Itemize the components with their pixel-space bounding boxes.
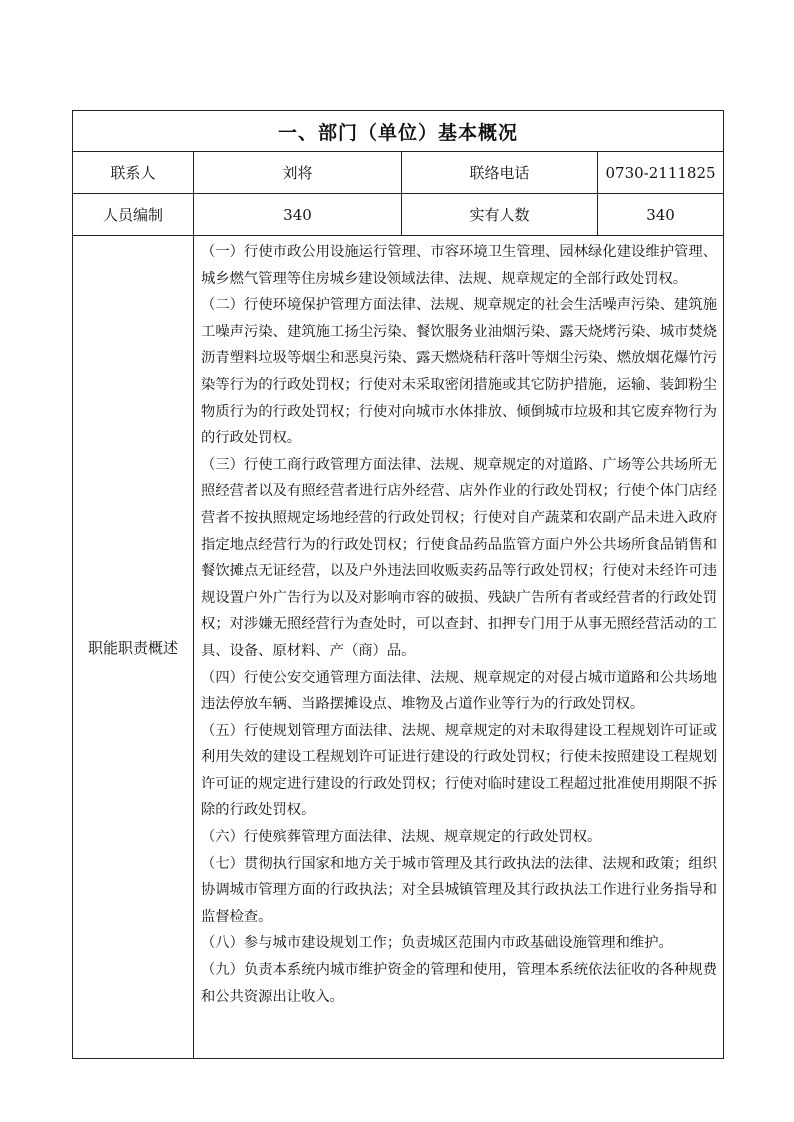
basic-info-table (72, 110, 724, 1059)
actual-staff-label: 实有人数 (402, 194, 598, 236)
duties-content (194, 236, 724, 1059)
staff-quota-label: 人员编制 (73, 194, 194, 236)
actual-staff-value: 340 (598, 194, 724, 236)
contact-value: 刘将 (194, 152, 402, 194)
phone-label: 联络电话 (402, 152, 598, 194)
phone-value: 0730-2111825 (598, 152, 724, 194)
duty-paragraph-9: （九）负责本系统内城市维护资金的管理和使用，管理本系统依法征收的各种规费和公共资源出让收入。 (201, 962, 718, 1005)
duty-paragraph-8: （八）参与城市建设规划工作；负责城区范围内市政基础设施管理和维护。 (201, 935, 673, 952)
duty-paragraph-7: （七）贯彻执行国家和地方关于城市管理及其行政执法的法律、法规和政策；组织协调城市管理方面的行政执法；对全县城镇管理及其行政执法工作进行业务指导和监督检查。 (201, 855, 718, 925)
duty-paragraph-5: （五）行使规划管理方面法律、法规、规章规定的对未取得建设工程规划许可证或利用失效的建设工程规划许可证进行建设的行政处罚权；行使未按照建设工程规划许可证的规定进行建设的行政处罚权；行使对临时建设工程超过批准使用期限不拆除的行政处罚权。 (201, 722, 718, 819)
contact-label: 联系人 (73, 152, 194, 194)
contact-row (73, 152, 724, 194)
staff-row (73, 194, 724, 236)
duty-paragraph-6: （六）行使殡葬管理方面法律、法规、规章规定的行政处罚权。 (201, 829, 602, 846)
duties-row (73, 236, 724, 1059)
duty-paragraph-4: （四）行使公安交通管理方面法律、法规、规章规定的对侵占城市道路和公共场地违法停放车辆、当路摆摊设点、堆物及占道作业等行为的行政处罚权。 (201, 669, 718, 713)
staff-quota-value: 340 (194, 194, 402, 236)
duty-paragraph-1: （一）行使市政公用设施运行管理、市容环境卫生管理、园林绿化建设维护管理、城乡燃气管理等住房城乡建设领域法律、法规、规章规定的全部行政处罚权。 (201, 244, 718, 287)
table-title: 一、部门（单位）基本概况 (73, 111, 724, 152)
duty-paragraph-3: （三）行使工商行政管理方面法律、法规、规章规定的对道路、广场等公共场所无照经营者以及有照经营者进行店外经营、店外作业的行政处罚权；行使个体门店经营者不按执照规定场地经营的行政处罚权；行使对自产蔬菜和农副产品未进入政府指定地点经营行为的行政处罚权；行使食品药品监管方面户外公共场所食品销售和餐饮摊点无证经营，以及户外违法回收贩卖药品等行政处罚权；行使对未经许可违规设置户外广告行为以及对影响市容的破损、残缺广告所有者或经营者的行政处罚权；对涉嫌无照经营行为查处时，可以查封、扣押专门用于从事无照经营活动的工具、设备、原材料、产（商）品。 (201, 456, 718, 659)
duty-paragraph-2: （二）行使环境保护管理方面法律、法规、规章规定的社会生活噪声污染、建筑施工噪声污染、建筑施工扬尘污染、餐饮服务业油烟污染、露天烧烤污染、城市焚烧沥青塑料垃圾等烟尘和恶臭污染、露天燃烧秸秆落叶等烟尘污染、燃放烟花爆竹污染等行为的行政处罚权；行使对未采取密闭措施或其它防护措施，运输、装卸粉尘物质行为的行政处罚权；行使对向城市水体排放、倾倒城市垃圾和其它废弃物行为的行政处罚权。 (201, 297, 718, 447)
duties-label: 职能职责概述 (73, 236, 194, 1059)
title-row (73, 111, 724, 152)
